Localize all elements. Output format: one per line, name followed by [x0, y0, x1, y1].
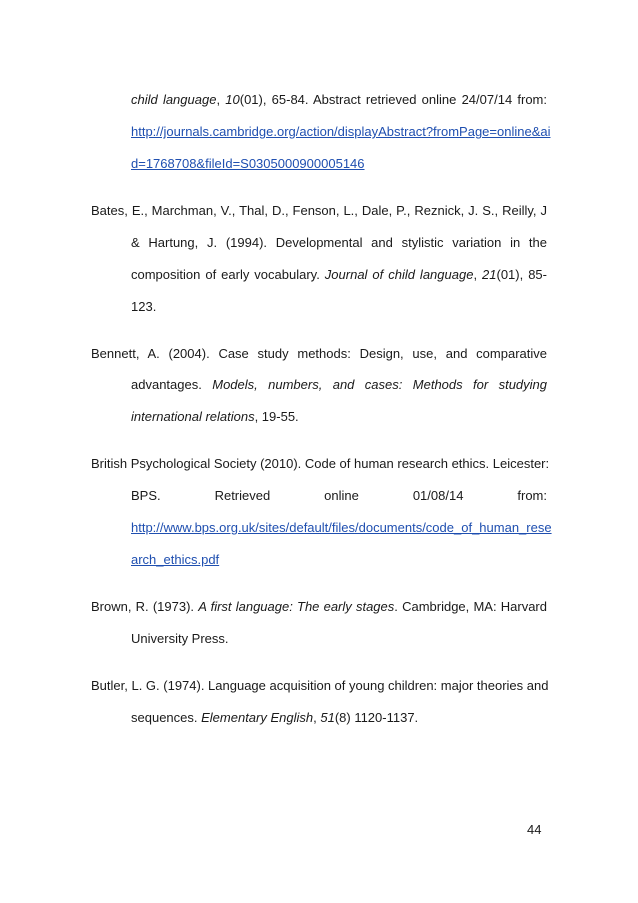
text-run: sequences. [131, 710, 202, 725]
text-run: Butler, L. G. (1974). Language acquisition of young children: major theories and [91, 678, 549, 693]
italic-text: 10 [225, 92, 240, 107]
url-link[interactable]: http://www.bps.org.uk/sites/default/files/documents/code_of_human_rese [131, 520, 552, 535]
url-link[interactable]: d=1768708&fileId=S0305000900005146 [131, 156, 365, 171]
text-run: , 19-55. [254, 409, 299, 424]
url-link[interactable]: arch_ethics.pdf [131, 552, 220, 567]
reference-line [91, 678, 547, 694]
italic-text: 51 [320, 710, 335, 725]
page-number: 44 [527, 822, 542, 837]
italic-text: Journal of child language [324, 267, 474, 282]
text-run: , [313, 710, 321, 725]
reference-line [91, 203, 547, 219]
reference-line [131, 235, 547, 251]
reference-link-line[interactable] [131, 156, 365, 172]
reference-line [131, 299, 156, 315]
text-run: (01), 65-84. Abstract retrieved online 24/07/14 from: [239, 92, 547, 107]
italic-text: Models, numbers, and cases: Methods for studying [212, 377, 548, 392]
reference-line [91, 599, 547, 615]
text-run: composition of early vocabulary. [131, 267, 325, 282]
reference-line [131, 488, 547, 504]
reference-line [131, 409, 299, 425]
italic-text: A first language: The early stages [198, 599, 395, 614]
text-run: . Cambridge, MA: Harvard [394, 599, 547, 614]
reference-link-line[interactable] [131, 520, 552, 536]
italic-text: 21 [482, 267, 497, 282]
reference-link-line[interactable] [131, 124, 551, 140]
text-run: Bennett, A. (2004). Case study methods: Design, use, and comparative [91, 346, 547, 361]
reference-line [131, 710, 418, 726]
reference-line [131, 267, 547, 283]
text-run: BPS. Retrieved online 01/08/14 from: [131, 488, 547, 503]
text-run: , [216, 92, 226, 107]
italic-text: child language [131, 92, 217, 107]
reference-link-line[interactable] [131, 552, 219, 568]
text-run: & Hartung, J. (1994). Developmental and stylistic variation in the [131, 235, 547, 250]
text-run: Brown, R. (1973). [91, 599, 199, 614]
reference-line [131, 377, 547, 393]
text-run: , [473, 267, 483, 282]
reference-line [131, 92, 547, 108]
italic-text: international relations [131, 409, 255, 424]
text-run: 123. [131, 299, 157, 314]
reference-line [91, 346, 547, 362]
italic-text: Elementary English [201, 710, 314, 725]
text-run: Bates, E., Marchman, V., Thal, D., Fenson, L., Dale, P., Reznick, J. S., Reilly, J [91, 203, 547, 218]
url-link[interactable]: http://journals.cambridge.org/action/displayAbstract?fromPage=online&ai [131, 124, 551, 139]
text-run: (8) 1120-1137. [334, 710, 419, 725]
text-run: British Psychological Society (2010). Code of human research ethics. Leicester: [91, 456, 550, 471]
text-run: advantages. [131, 377, 213, 392]
text-run: (01), 85- [496, 267, 547, 282]
reference-line [131, 631, 229, 647]
reference-line [91, 456, 550, 472]
text-run: University Press. [131, 631, 229, 646]
